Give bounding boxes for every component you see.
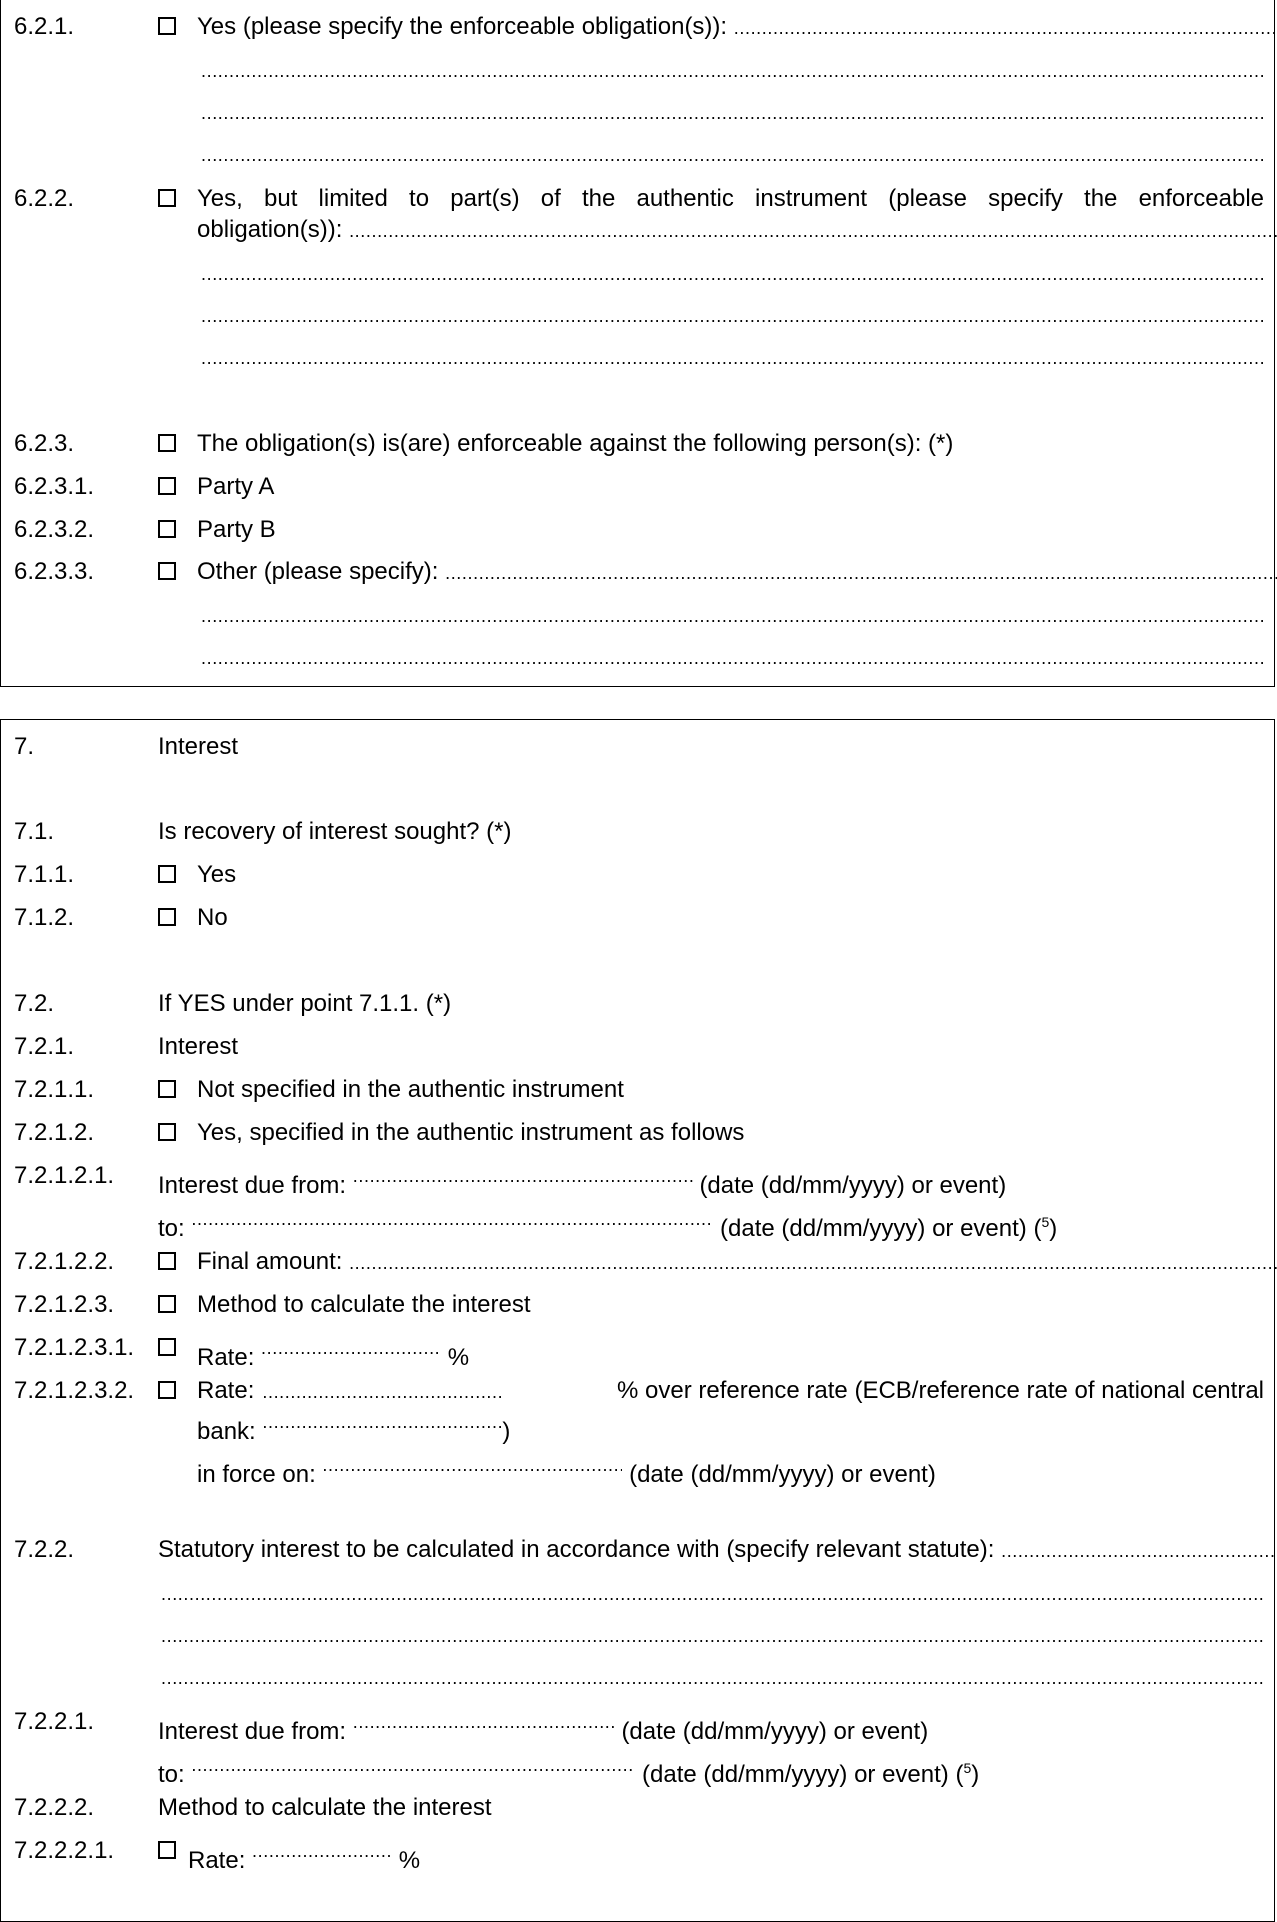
label: bank: [197, 1418, 256, 1445]
row-7-2-1-2-1-to [1, 1202, 1274, 1242]
item-number: 7.1.1. [14, 861, 75, 888]
checkbox-6-2-3[interactable] [158, 434, 176, 452]
row-7-2-1 [1, 1030, 1274, 1064]
row-7-2-2 [1, 1533, 1274, 1567]
item-number: 7.2. [14, 990, 55, 1017]
item-number: 7. [14, 733, 35, 760]
row-7-1 [1, 815, 1274, 849]
fill-line[interactable] [201, 341, 1264, 375]
item-number: 6.2.2. [14, 185, 75, 212]
label: in force on: [197, 1461, 316, 1488]
checkbox-not-specified[interactable] [158, 1080, 176, 1098]
checkbox-party-a[interactable] [158, 477, 176, 495]
date-hint: (date (dd/mm/yyyy) or event) [621, 1718, 929, 1745]
item-number: 6.2.3. [14, 430, 75, 457]
fill-line[interactable] [353, 1705, 615, 1739]
fill-line[interactable] [201, 96, 1264, 130]
fill-line[interactable] [262, 1405, 502, 1439]
fill-line[interactable] [201, 54, 1264, 88]
checkbox-statutory-rate[interactable] [158, 1841, 176, 1859]
section-6-2-box [0, 0, 1275, 687]
item-number: 6.2.3.1. [14, 473, 95, 500]
label: Party A [197, 473, 275, 500]
label: Rate: [197, 1344, 255, 1371]
row-7 [1, 730, 1274, 764]
fill-line[interactable] [201, 138, 1264, 172]
checkbox-other[interactable] [158, 562, 176, 580]
row-6-2-3-2 [1, 513, 1274, 547]
ref-rate-text: % over reference rate (ECB/reference rate of national central [617, 1377, 1264, 1404]
row-7-2-2-2 [1, 1791, 1274, 1825]
item-number: 7.2.1.2.3.2. [14, 1377, 135, 1404]
fill-line[interactable] [191, 1748, 635, 1782]
fill-line[interactable] [445, 556, 1277, 590]
item-number: 7.2.1.2. [14, 1119, 95, 1146]
label: If YES under point 7.1.1. (*) [158, 990, 452, 1017]
fill-line[interactable] [161, 1619, 1264, 1653]
label: Yes, specified in the authentic instrument as follows [197, 1119, 745, 1146]
row-in-force [1, 1448, 1274, 1488]
fill-line[interactable] [191, 1202, 713, 1236]
label-cont: obligation(s)): [197, 216, 343, 243]
row-7-2-1-2-1 [1, 1159, 1274, 1199]
checkbox-specified[interactable] [158, 1123, 176, 1141]
item-number: 7.2.1.2.1. [14, 1162, 115, 1189]
fill-line[interactable] [1001, 1534, 1277, 1568]
fill-line[interactable] [349, 214, 1277, 248]
label: Statutory interest to be calculated in accordance with (specify relevant statute): [158, 1536, 995, 1563]
row-7-1-1 [1, 858, 1274, 892]
fill-line[interactable] [161, 1661, 1264, 1695]
fill-line[interactable] [353, 1159, 693, 1193]
label: The obligation(s) is(are) enforceable against the following person(s): (*) [197, 430, 954, 457]
checkbox-yes[interactable] [158, 865, 176, 883]
fill-line[interactable] [322, 1448, 622, 1482]
section-7-box [0, 719, 1275, 1922]
fill-line[interactable] [261, 1331, 441, 1365]
close-paren: ) [1049, 1215, 1058, 1242]
footnote-ref: 5 [1041, 1214, 1050, 1230]
fill-line[interactable] [349, 1246, 1277, 1280]
label: Final amount: [197, 1248, 343, 1275]
row-7-2-1-2-2 [1, 1245, 1274, 1279]
item-number: 6.2.3.2. [14, 516, 95, 543]
row-7-2-1-2 [1, 1116, 1274, 1150]
row-7-2-1-2-3-2-cont [1, 1405, 1274, 1445]
checkbox-rate-over-ref[interactable] [158, 1381, 176, 1399]
label: Yes [197, 861, 237, 888]
fill-line[interactable] [262, 1375, 502, 1409]
close-paren: ) [502, 1418, 511, 1445]
percent: % [398, 1847, 421, 1874]
row-7-1-2 [1, 901, 1274, 935]
label: Rate: [197, 1377, 255, 1404]
label: Yes, but limited to part(s) of the authentic instrument (please specify the enforceable [197, 185, 1264, 212]
label: Is recovery of interest sought? (*) [158, 818, 512, 845]
item-number: 6.2.3.3. [14, 558, 95, 585]
checkbox-no[interactable] [158, 908, 176, 926]
row-6-2-2 [1, 182, 1274, 216]
label: Method to calculate the interest [197, 1291, 531, 1318]
row-6-2-1 [1, 10, 1274, 44]
item-number: 7.2.1.1. [14, 1076, 95, 1103]
item-number: 6.2.1. [14, 13, 75, 40]
label: Interest [158, 1033, 239, 1060]
row-7-2-1-2-3-2 [1, 1374, 1274, 1408]
item-number: 7.2.1.2.3. [14, 1291, 115, 1318]
fill-line[interactable] [161, 1577, 1264, 1611]
fill-line[interactable] [252, 1834, 392, 1868]
label: Rate: [188, 1847, 246, 1874]
row-7-2-1-2-3 [1, 1288, 1274, 1322]
checkbox-final-amount[interactable] [158, 1252, 176, 1270]
label: Yes (please specify the enforceable obligation(s)): [197, 13, 728, 40]
date-hint: (date (dd/mm/yyyy) or event) [699, 1172, 1007, 1199]
label: Interest due from: [158, 1172, 347, 1199]
item-number: 7.1. [14, 818, 55, 845]
row-7-2-2-1 [1, 1705, 1274, 1745]
label: No [197, 904, 228, 931]
item-number: 7.2.1. [14, 1033, 75, 1060]
fill-line[interactable] [201, 257, 1264, 291]
item-number: 7.2.1.2.3.1. [14, 1334, 135, 1361]
checkbox-6-2-2[interactable] [158, 189, 176, 207]
item-number: 7.2.2. [14, 1536, 75, 1563]
checkbox-method[interactable] [158, 1295, 176, 1313]
row-6-2-3-3 [1, 555, 1274, 589]
footnote-ref: 5 [963, 1760, 972, 1776]
fill-line[interactable] [201, 599, 1264, 633]
label: Party B [197, 516, 276, 543]
label: Other (please specify): [197, 558, 439, 585]
item-number: 7.1.2. [14, 904, 75, 931]
item-number: 7.2.2.2.1. [14, 1837, 115, 1864]
label: Interest due from: [158, 1718, 347, 1745]
row-7-2-1-2-3-1 [1, 1331, 1274, 1371]
checkbox-6-2-1[interactable] [158, 17, 176, 35]
percent: % [447, 1344, 470, 1371]
item-number: 7.2.2.1. [14, 1708, 95, 1735]
fill-line[interactable] [734, 11, 1277, 45]
row-7-2-2-2-1 [1, 1834, 1274, 1874]
row-7-2-2-1-to [1, 1748, 1274, 1788]
row-6-2-3 [1, 427, 1274, 461]
label: to: [158, 1761, 185, 1788]
date-hint: (date (dd/mm/yyyy) or event) ( [642, 1761, 964, 1788]
checkbox-rate[interactable] [158, 1338, 176, 1356]
checkbox-party-b[interactable] [158, 520, 176, 538]
label: Method to calculate the interest [158, 1794, 492, 1821]
fill-line[interactable] [201, 641, 1264, 675]
row-7-2-1-1 [1, 1073, 1274, 1107]
close-paren: ) [971, 1761, 980, 1788]
label: to: [158, 1215, 185, 1242]
date-hint: (date (dd/mm/yyyy) or event) [629, 1461, 936, 1488]
row-6-2-3-1 [1, 470, 1274, 504]
section-title: Interest [158, 733, 239, 760]
item-number: 7.2.1.2.2. [14, 1248, 115, 1275]
item-number: 7.2.2.2. [14, 1794, 95, 1821]
row-7-2 [1, 987, 1274, 1021]
label: Not specified in the authentic instrument [197, 1076, 624, 1103]
date-hint: (date (dd/mm/yyyy) or event) ( [720, 1215, 1042, 1242]
fill-line[interactable] [201, 299, 1264, 333]
